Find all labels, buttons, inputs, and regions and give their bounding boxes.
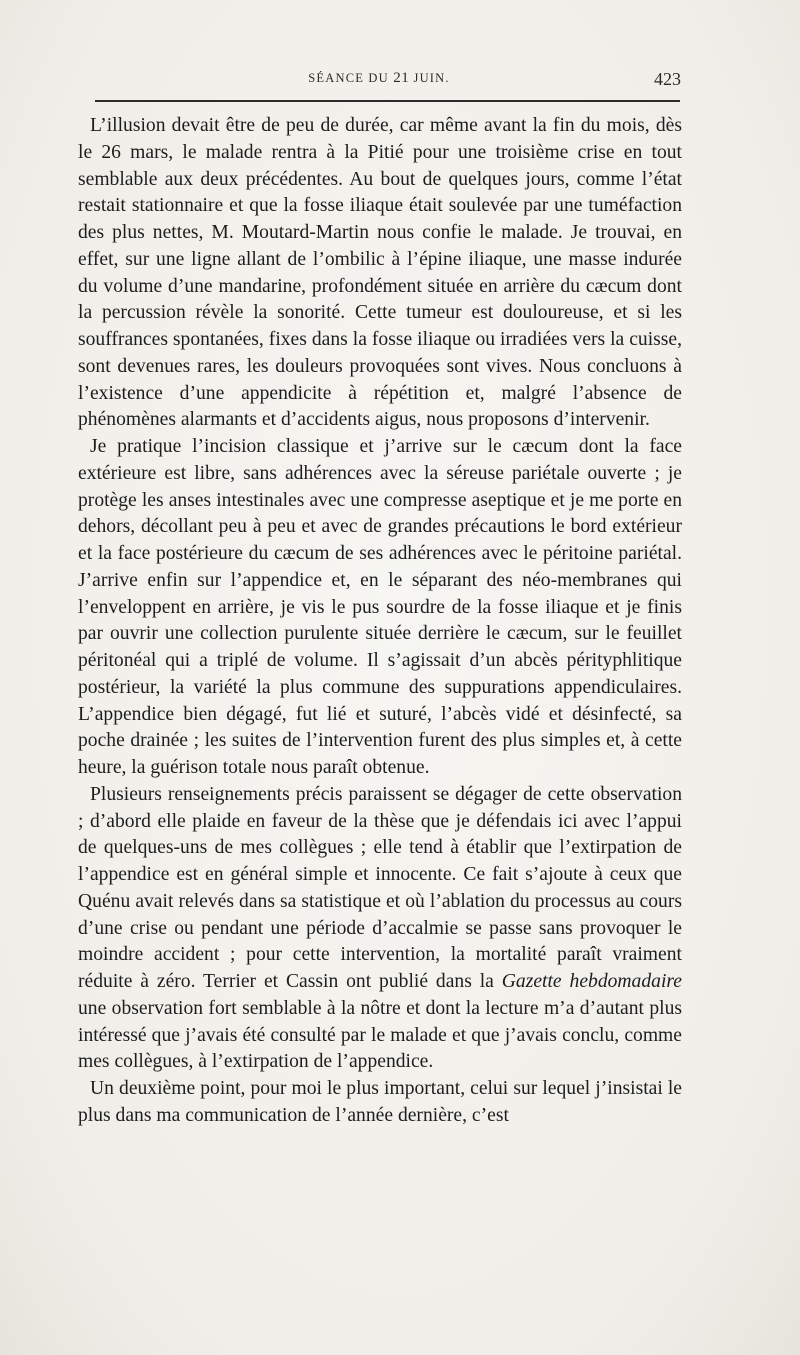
page-number: 423 (654, 69, 681, 89)
header-rule (95, 100, 680, 102)
paragraph-3-part-1: Plusieurs renseignements précis paraissent se dégager de cette observation ; d’abord elle plaide en faveur de la thèse que je défendais ici avec l’appui de quelques-uns de mes collègues ; elle tend à établir que l’extirpation de l’appendice est en général simple et innocente. Ce fait s’ajoute à ceux que Quénu avait relevés dans sa statistique et où l’ablation du processus au cours d’une crise ou pendant une période d’accalmie se passe sans provoquer le moindre accident ; pour cette intervention, la mortalité paraît vraiment réduite à zéro. Terrier et Cassin ont publié dans la (78, 783, 682, 992)
journal-title: Gazette hebdomadaire (501, 971, 682, 992)
paragraph-1: L’illusion devait être de peu de durée, car même avant la fin du mois, dès le 26 mars, le malade rentra à la Pitié pour une troisième crise en tout semblable aux deux précédentes. Au bout de quelques jours, comme l’état restait stationnaire et que la fosse iliaque était soulevée par une tuméfaction des plus nettes, M. Moutard-Martin nous confie le malade. Je trouvai, en effet, sur une ligne allant de l’ombilic à l’épine iliaque, une masse indurée du volume d’une mandarine, profondément située en arrière du cæcum dont la percussion révèle la sonorité. Cette tumeur est douloureuse, et si les souffrances spontanées, fixes dans la fosse iliaque ou irradiées vers la cuisse, sont devenues rares, les douleurs provoquées sont vives. Nous concluons à l’existence d’une appendicite à répétition et, malgré l’absence de phénomènes alarmants et d’accidents aigus, nous proposons d’intervenir. (78, 115, 682, 431)
paragraph-4: Un deuxième point, pour moi le plus important, celui sur lequel j’insistai le plus dans ma communication de l’année dernière, c’est (78, 1078, 682, 1126)
running-title-suffix: JUIN. (409, 71, 450, 85)
running-title-prefix: SÉANCE DU (308, 71, 394, 85)
paragraph-2: Je pratique l’incision classique et j’arrive sur le cæcum dont la face extérieure est libre, sans adhérences avec la séreuse pariétale ouverte ; je protège les anses intestinales avec une compresse aseptique et je me porte en dehors, décollant peu à peu et avec de grandes précautions le bord extérieur et la face postérieure du cæcum de ses adhérences avec le péritoine pariétal. J’arrive enfin sur l’appendice et, en le séparant des néo-membranes qui l’enveloppent en arrière, je vis le pus sourdre de la fosse iliaque et je finis par ouvrir une collection purulente située derrière le cæcum, sur le feuillet péritonéal qui a triplé de volume. Il s’agissait d’un abcès pérityphlitique postérieur, la variété la plus commune des suppurations appendiculaires. L’appendice bien dégagé, fut lié et suturé, l’abcès vidé et désinfecté, sa poche drainée ; les suites de l’intervention furent des plus simples et, à cette heure, la guérison totale nous paraît obtenue. (78, 436, 682, 778)
body-text (78, 113, 682, 1130)
running-title-day: 21 (393, 70, 410, 86)
paragraph-3-part-2: une observation fort semblable à la nôtre et dont la lecture m’a d’autant plus intéressé que j’avais été consulté par le malade et que j’avais conclu, comme mes collègues, à l’extirpation de l’appendice. (78, 997, 682, 1073)
running-title (75, 70, 683, 87)
page-header (75, 70, 683, 100)
paragraph-3 (78, 782, 682, 1076)
